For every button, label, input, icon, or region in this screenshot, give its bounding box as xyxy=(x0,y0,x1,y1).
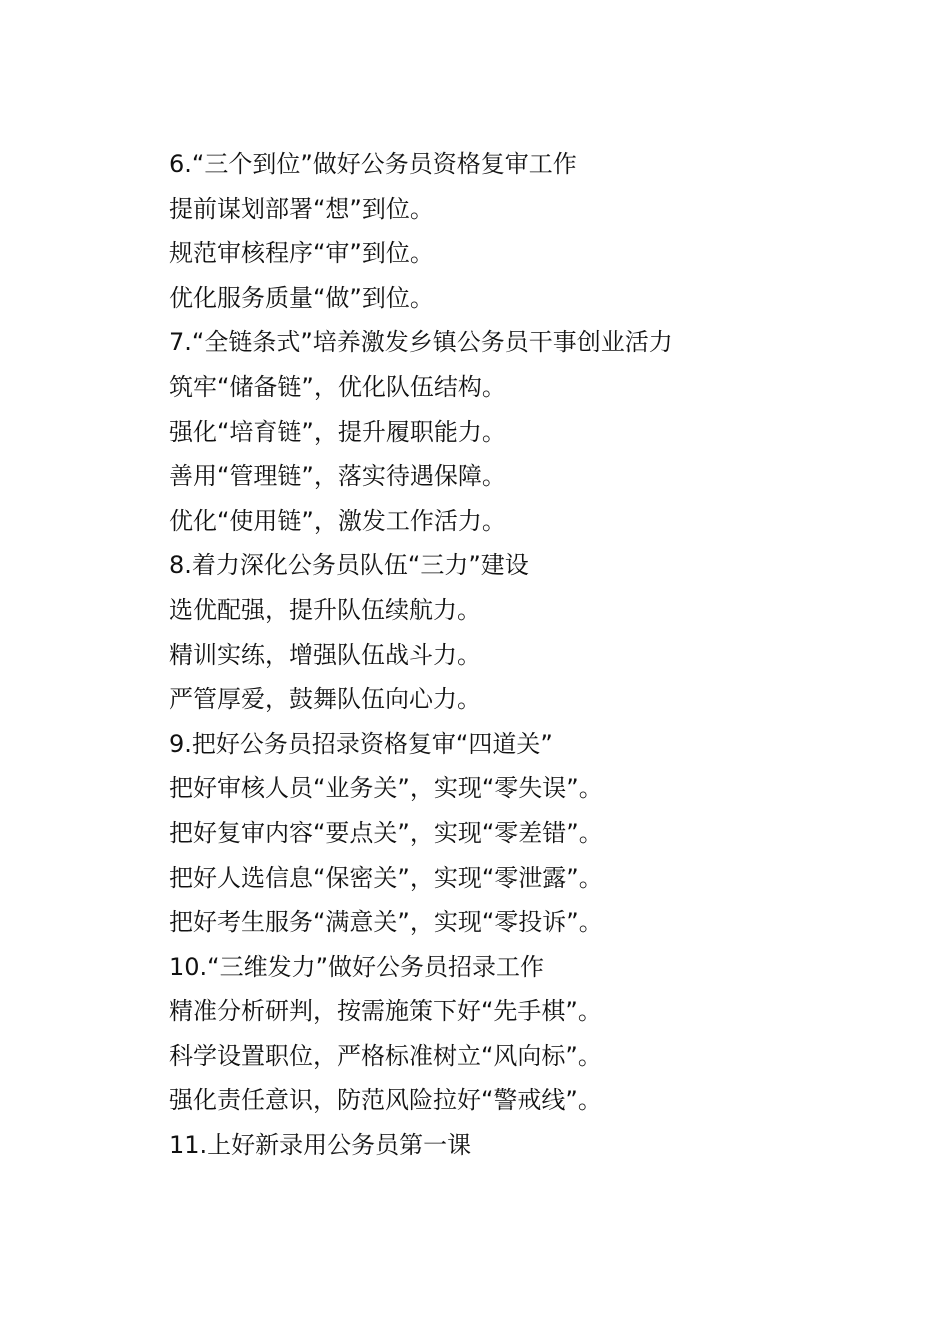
text-line: 科学设置职位，严格标准树立“风向标”。 xyxy=(169,1041,602,1070)
text-line: 强化责任意识，防范风险拉好“警戒线”。 xyxy=(169,1086,602,1115)
heading-7: 7.“全链条式”培养激发乡镇公务员干事创业活力 xyxy=(169,328,673,357)
heading-11: 11.上好新录用公务员第一课 xyxy=(169,1131,472,1160)
text-line: 优化“使用链”，激发工作活力。 xyxy=(169,506,506,535)
text-line: 选优配强，提升队伍续航力。 xyxy=(169,595,481,624)
text-line: 把好复审内容“要点关”，实现“零差错”。 xyxy=(169,818,603,847)
text-line: 强化“培育链”，提升履职能力。 xyxy=(169,417,506,446)
text-line: 把好审核人员“业务关”，实现“零失误”。 xyxy=(169,774,603,803)
text-line: 精准分析研判，按需施策下好“先手棋”。 xyxy=(169,997,602,1026)
text-line: 提前谋划部署“想”到位。 xyxy=(169,194,434,223)
heading-9: 9.把好公务员招录资格复审“四道关” xyxy=(169,729,553,758)
text-line: 善用“管理链”，落实待遇保障。 xyxy=(169,462,506,491)
text-line: 规范审核程序“审”到位。 xyxy=(169,239,434,268)
text-line: 筑牢“储备链”，优化队伍结构。 xyxy=(169,372,506,401)
heading-8: 8.着力深化公务员队伍“三力”建设 xyxy=(169,551,529,580)
heading-6: 6.“三个到位”做好公务员资格复审工作 xyxy=(169,150,577,178)
text-line: 严管厚爱，鼓舞队伍向心力。 xyxy=(169,685,481,714)
text-line: 把好人选信息“保密关”，实现“零泄露”。 xyxy=(169,863,603,892)
text-line: 精训实练，增强队伍战斗力。 xyxy=(169,640,481,669)
text-line: 优化服务质量“做”到位。 xyxy=(169,283,434,312)
heading-10: 10.“三维发力”做好公务员招录工作 xyxy=(169,952,545,981)
document-body xyxy=(169,142,909,1168)
text-line: 把好考生服务“满意关”，实现“零投诉”。 xyxy=(169,908,603,937)
